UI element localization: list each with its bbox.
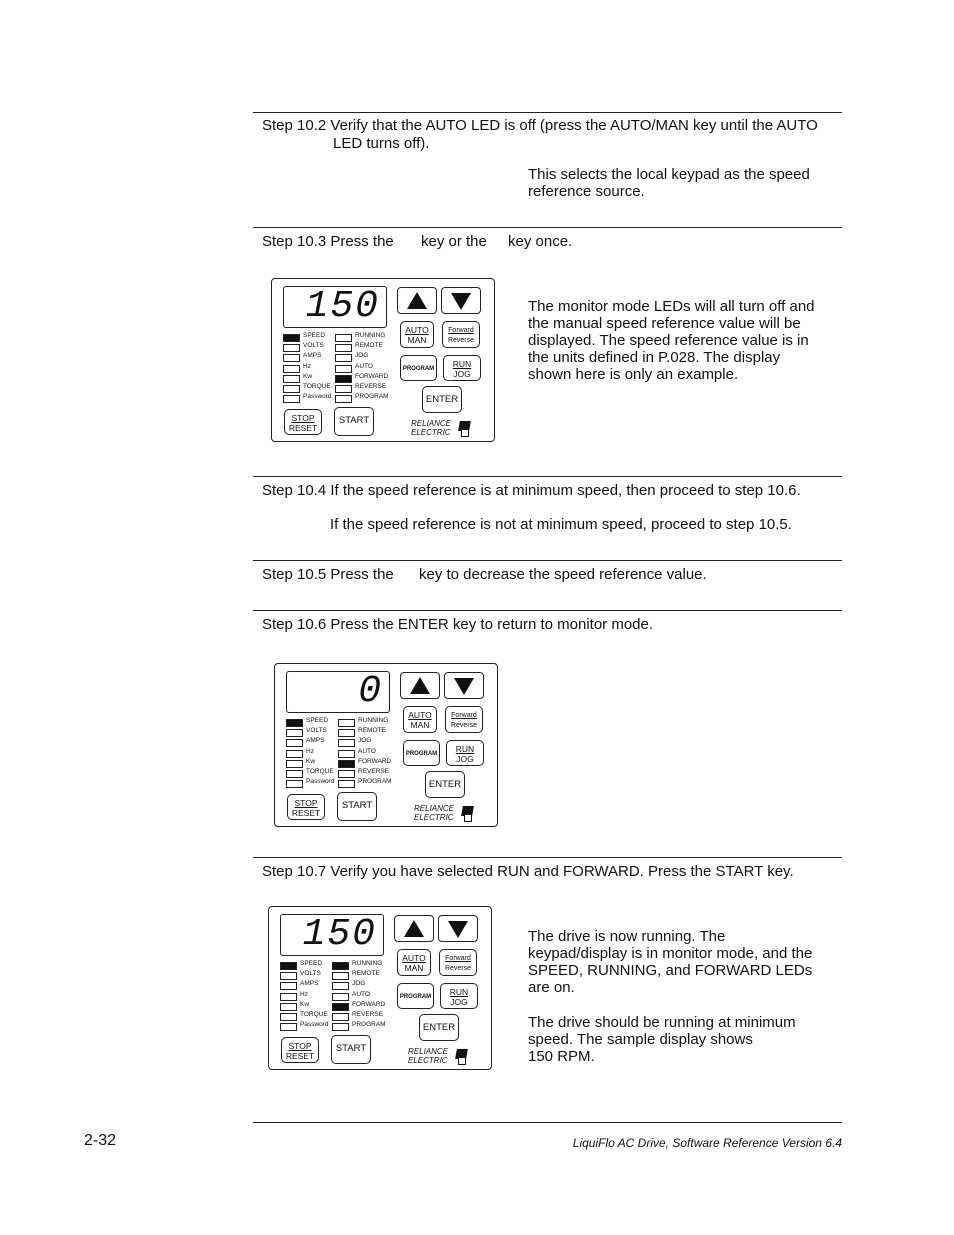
brand-line-1: RELIANCE [414, 804, 455, 813]
run-jog-key-label: RUN [452, 359, 472, 369]
run-jog-key-label: JOG [450, 997, 468, 1007]
led-light [338, 719, 355, 727]
auto-man-key[interactable] [397, 949, 431, 976]
auto-man-key-label: AUTO [408, 710, 432, 720]
enter-key-label: ENTER [428, 779, 462, 790]
forward-reverse-key-label: Forward [448, 327, 474, 334]
led-light [335, 344, 352, 352]
led-label: TORQUE [303, 383, 331, 390]
logo-square [464, 814, 472, 822]
run-jog-key-label: RUN [449, 987, 469, 997]
step-10-2-note: This selects the local keypad as the speed reference source. [528, 166, 810, 200]
led-label: FORWARD [355, 372, 389, 380]
forward-reverse-key-label: Reverse [447, 337, 475, 344]
run-jog-key-label: JOG [453, 369, 471, 379]
run-jog-key[interactable] [443, 355, 481, 381]
led-label: JOG [355, 352, 369, 360]
up-arrow-icon [410, 677, 430, 694]
led-light [280, 1013, 297, 1021]
stop-reset-key-label: STOP [288, 1041, 312, 1051]
forward-reverse-key[interactable] [439, 949, 477, 976]
auto-man-key-label: AUTO [405, 325, 429, 335]
step-10-6-line1: Step 10.6 Press the ENTER key to return to monitor mode. [262, 616, 654, 633]
stop-reset-key[interactable] [281, 1037, 319, 1063]
up-arrow-key[interactable] [397, 287, 437, 314]
start-key-label: START [341, 800, 373, 811]
divider [253, 112, 842, 113]
led-label: Password [306, 778, 335, 786]
led-light [338, 750, 355, 758]
brand-line-1: RELIANCE [411, 419, 452, 428]
forward-reverse-key-label: Forward [445, 955, 471, 962]
stop-reset-key-label: STOP [291, 413, 315, 423]
led-light [283, 334, 300, 342]
enter-key-label: ENTER [425, 394, 459, 405]
led-light [283, 344, 300, 352]
led-light [283, 395, 300, 403]
led-light [283, 385, 300, 393]
seven-segment-display [280, 914, 384, 956]
led-label: Password [303, 393, 332, 401]
led-label: VOLTS [300, 970, 321, 978]
run-jog-key-label: RUN [455, 744, 475, 754]
led-label: SPEED [300, 960, 323, 967]
led-label: REMOTE [355, 342, 383, 350]
led-light [338, 780, 355, 788]
brand-name [414, 804, 454, 822]
step-10-2-line2: LED turns off). [333, 135, 430, 152]
led-light [286, 729, 303, 737]
program-key-label: PROGRAM [399, 994, 432, 1000]
forward-reverse-key[interactable] [445, 706, 483, 733]
auto-man-key[interactable] [403, 706, 437, 733]
step-10-2-line1: Step 10.2 Verify that the AUTO LED is off (press the AUTO/MAN key until the AUTO [262, 117, 818, 134]
auto-man-key-label: AUTO [402, 953, 426, 963]
led-light [335, 354, 352, 362]
led-light [286, 719, 303, 727]
reliance-logo-icon [456, 421, 470, 436]
led-light [338, 760, 355, 768]
enter-key[interactable] [425, 771, 465, 798]
divider [253, 476, 842, 477]
reliance-logo-icon [459, 806, 473, 821]
led-light [283, 354, 300, 362]
brand-line-1: RELIANCE [408, 1047, 449, 1056]
led-light [286, 770, 303, 778]
led-light [332, 982, 349, 990]
start-key-label: START [338, 415, 370, 426]
start-key[interactable] [337, 792, 377, 821]
seven-segment-display [286, 671, 390, 713]
step-10-3-mid: key or the [421, 233, 487, 250]
led-label: FORWARD [352, 1000, 386, 1008]
led-label: Hz [306, 747, 314, 755]
led-label: REVERSE [355, 383, 387, 390]
stop-reset-key[interactable] [287, 794, 325, 820]
run-jog-key-label: JOG [456, 754, 474, 764]
brand-name [411, 419, 451, 437]
led-label: REMOTE [352, 970, 380, 978]
led-light [332, 1023, 349, 1031]
auto-man-key-label: MAN [410, 720, 430, 730]
down-arrow-icon [454, 678, 474, 695]
stop-reset-key-label: STOP [294, 798, 318, 808]
led-light [286, 780, 303, 788]
led-light [335, 385, 352, 393]
led-light [280, 972, 297, 980]
led-label: REVERSE [352, 1011, 384, 1018]
program-key[interactable] [400, 355, 437, 381]
brand-line-2: ELECTRIC [411, 428, 451, 437]
up-arrow-icon [407, 292, 427, 309]
keypad-diagram [274, 663, 498, 827]
stop-reset-key-label: RESET [288, 423, 318, 433]
step-10-3-suffix: key once. [508, 233, 573, 250]
led-light [280, 993, 297, 1001]
run-jog-key[interactable] [440, 983, 478, 1009]
step-10-3-prefix: Step 10.3 Press the [262, 233, 394, 250]
keypad-diagram [268, 906, 492, 1070]
led-label: AMPS [306, 737, 325, 745]
led-label: TORQUE [300, 1011, 328, 1018]
led-light [335, 334, 352, 342]
led-label: VOLTS [306, 727, 327, 735]
enter-key-label: ENTER [422, 1022, 456, 1033]
led-label: JOG [358, 737, 372, 745]
led-label: VOLTS [303, 342, 324, 350]
led-light [286, 750, 303, 758]
reliance-logo-icon [453, 1049, 467, 1064]
display-value: 0 [358, 670, 383, 713]
stop-reset-key-label: RESET [291, 808, 321, 818]
enter-key[interactable] [419, 1014, 459, 1041]
led-light [335, 395, 352, 403]
led-label: Hz [300, 990, 308, 998]
led-label: Password [300, 1021, 329, 1029]
down-arrow-key[interactable] [444, 672, 484, 699]
led-light [335, 365, 352, 373]
led-label: SPEED [306, 717, 329, 724]
led-light [280, 1023, 297, 1031]
led-label: AMPS [300, 980, 319, 988]
down-arrow-key[interactable] [441, 287, 481, 314]
program-key[interactable] [403, 740, 440, 766]
led-light [286, 739, 303, 747]
step-10-7-note2: The drive should be running at minimum speed. The sample display shows 150 RPM. [528, 1014, 796, 1065]
led-light [283, 365, 300, 373]
step-10-4-line1: Step 10.4 If the speed reference is at minimum speed, then proceed to step 10.6. [262, 482, 801, 499]
led-light [280, 962, 297, 970]
led-label: Kw [306, 757, 316, 765]
display-value: 150 [302, 913, 377, 956]
program-key-label: PROGRAM [402, 366, 435, 372]
led-light [332, 1013, 349, 1021]
divider [253, 227, 842, 228]
brand-line-2: ELECTRIC [414, 813, 454, 822]
down-arrow-icon [451, 293, 471, 310]
program-key-label: PROGRAM [405, 751, 438, 757]
led-label: Hz [303, 362, 311, 370]
step-10-3-note: The monitor mode LEDs will all turn off and the manual speed reference value will be displayed. The speed reference value is in the units defined in P.028. The display shown here is only an example. [528, 298, 815, 383]
forward-reverse-key-label: Forward [451, 712, 477, 719]
led-light [332, 972, 349, 980]
seven-segment-display [283, 286, 387, 328]
step-10-7-line1: Step 10.7 Verify you have selected RUN and FORWARD. Press the START key. [262, 863, 794, 880]
led-light [332, 962, 349, 970]
led-label: AMPS [303, 352, 322, 360]
step-10-7-note1: The drive is now running. The keypad/display is in monitor mode, and the SPEED, RUNNING, and FORWARD LEDs are on. [528, 928, 813, 996]
led-light [338, 739, 355, 747]
led-label: PROGRAM [352, 1021, 386, 1029]
led-label: JOG [352, 980, 366, 988]
auto-man-key[interactable] [400, 321, 434, 348]
forward-reverse-key-label: Reverse [444, 965, 472, 972]
brand-line-2: ELECTRIC [408, 1056, 448, 1065]
led-label: AUTO [355, 362, 373, 370]
led-label: FORWARD [358, 757, 392, 765]
led-label: AUTO [352, 990, 370, 998]
keypad-diagram [271, 278, 495, 442]
led-label: REVERSE [358, 768, 390, 775]
led-label: Kw [303, 372, 313, 380]
up-arrow-key[interactable] [400, 672, 440, 699]
display-value: 150 [305, 285, 380, 328]
led-light [280, 982, 297, 990]
stop-reset-key[interactable] [284, 409, 322, 435]
auto-man-key-label: MAN [407, 335, 427, 345]
page-number: 2-32 [84, 1132, 117, 1149]
divider [253, 610, 842, 611]
brand-name [408, 1047, 448, 1065]
led-label: PROGRAM [358, 778, 392, 786]
down-arrow-icon [448, 921, 468, 938]
led-label: SPEED [303, 332, 326, 339]
enter-key[interactable] [422, 386, 462, 413]
up-arrow-icon [404, 920, 424, 937]
led-light [280, 1003, 297, 1011]
led-label: PROGRAM [355, 393, 389, 401]
led-label: RUNNING [352, 960, 383, 967]
led-light [338, 770, 355, 778]
led-label: REMOTE [358, 727, 386, 735]
led-label: AUTO [358, 747, 376, 755]
run-jog-key[interactable] [446, 740, 484, 766]
stop-reset-key-label: RESET [285, 1051, 315, 1061]
start-key[interactable] [334, 407, 374, 436]
footer-title: LiquiFlo AC Drive, Software Reference Version 6.4 [572, 1136, 842, 1150]
start-key[interactable] [331, 1035, 371, 1064]
up-arrow-key[interactable] [394, 915, 434, 942]
step-10-5-prefix: Step 10.5 Press the [262, 566, 394, 583]
led-light [332, 993, 349, 1001]
led-label: TORQUE [306, 768, 334, 775]
led-label: RUNNING [355, 332, 386, 339]
led-light [286, 760, 303, 768]
start-key-label: START [335, 1043, 367, 1054]
program-key[interactable] [397, 983, 434, 1009]
led-light [283, 375, 300, 383]
down-arrow-key[interactable] [438, 915, 478, 942]
led-light [335, 375, 352, 383]
logo-square [461, 429, 469, 437]
led-label: RUNNING [358, 717, 389, 724]
step-10-5-suffix: key to decrease the speed reference value. [419, 566, 707, 583]
divider [253, 560, 842, 561]
divider [253, 857, 842, 858]
led-light [332, 1003, 349, 1011]
divider [253, 1122, 842, 1123]
led-light [338, 729, 355, 737]
logo-square [458, 1057, 466, 1065]
forward-reverse-key-label: Reverse [450, 722, 478, 729]
led-label: Kw [300, 1000, 310, 1008]
auto-man-key-label: MAN [404, 963, 424, 973]
forward-reverse-key[interactable] [442, 321, 480, 348]
step-10-4-line2: If the speed reference is not at minimum speed, proceed to step 10.5. [330, 516, 792, 533]
